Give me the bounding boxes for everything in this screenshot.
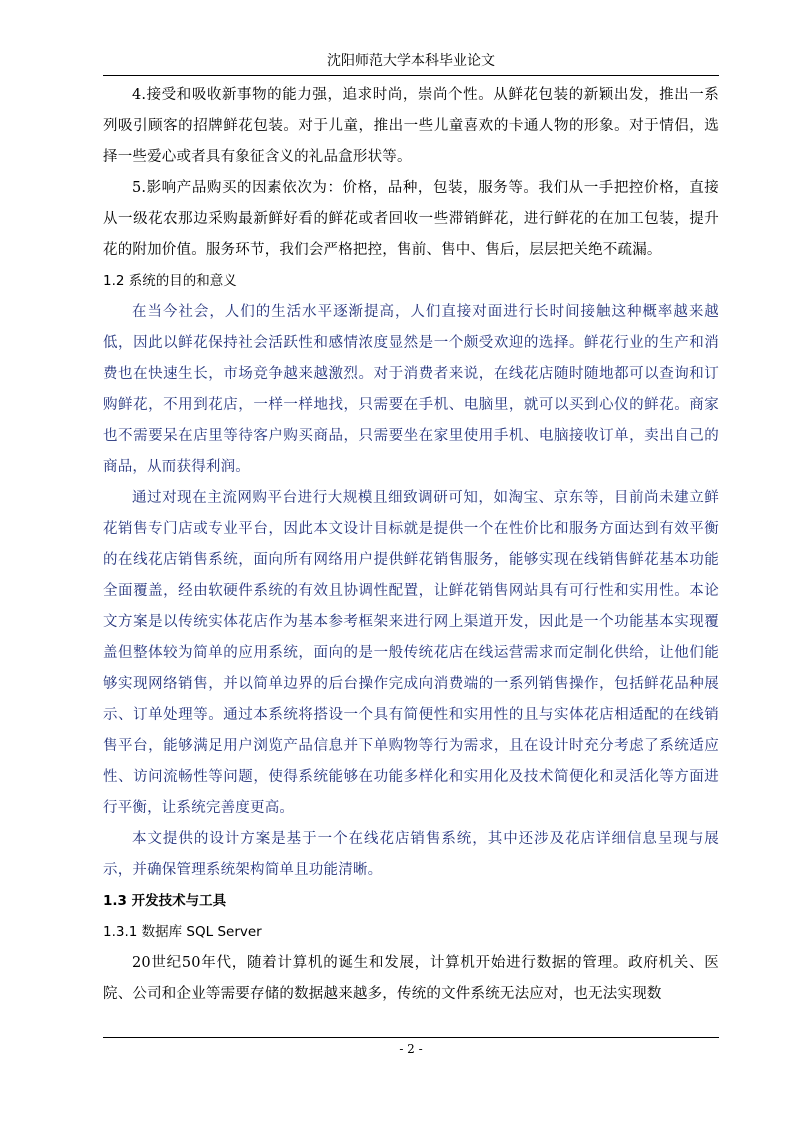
header-rule	[103, 75, 719, 76]
paragraph-database-history: 20世纪50年代，随着计算机的诞生和发展，计算机开始进行数据的管理。政府机关、医院、公司和企业等需要存储的数据越来越多，传统的文件系统无法应对，也无法实现数	[103, 955, 719, 1002]
paragraph-design-scheme: 本文提供的设计方案是基于一个在线花店销售系统，其中还涉及花店详细信息呈现与展示，并确保管理系统架构简单且功能清晰。	[103, 831, 719, 878]
paragraph-consumer-trait-5: 5.影响产品购买的因素依次为：价格，品种，包装，服务等。我们从一手把控价格，直接从一级花农那边采购最新鲜好看的鲜花或者回收一些滞销鲜花，进行鲜花的在加工包装，提升花的附加价值。服务环节，我们会严格把控，售前、售中、售后，层层把关绝不疏漏。	[103, 180, 719, 258]
paragraph-purpose: 在当今社会，人们的生活水平逐渐提高，人们直接对面进行长时间接触这种概率越来越低，因此以鲜花保持社会活跃性和感情浓度显然是一个颇受欢迎的选择。鲜花行业的生产和消费也在快速生长，市场竞争越来越激烈。对于消费者来说，在线花店随时随地都可以查询和订购鲜花，不用到花店，一样一样地找，只需要在手机、电脑里，就可以买到心仪的鲜花。商家也不需要呆在店里等待客户购买商品，只需要坐在家里使用手机、电脑接收订单，卖出自己的商品，从而获得利润。	[103, 304, 719, 475]
section-heading-1-3: 1.3 开发技术与工具	[103, 893, 227, 909]
section-heading-1-2: 1.2 系统的目的和意义	[103, 273, 237, 289]
paragraph-design-goal: 通过对现在主流网购平台进行大规模且细致调研可知，如淘宝、京东等，目前尚未建立鲜花销售专门店或专业平台，因此本文设计目标就是提供一个在性价比和服务方面达到有效平衡的在线花店销售系统，面向所有网络用户提供鲜花销售服务，能够实现在线销售鲜花基本功能全面覆盖，经由软硬件系统的有效且协调性配置，让鲜花销售网站具有可行性和实用性。本论文方案是以传统实体花店作为基本参考框架来进行网上渠道开发，因此是一个功能基本实现覆盖但整体较为简单的应用系统，面向的是一般传统花店在线运营需求而定制化供给，让他们能够实现网络销售，并以简单边界的后台操作完成向消费端的一系列销售操作，包括鲜花品种展示、订单处理等。通过本系统将搭设一个具有简便性和实用性的且与实体花店相适配的在线销售平台，能够满足用户浏览产品信息并下单购物等行为需求，且在设计时充分考虑了系统适应性、访问流畅性等问题，使得系统能够在功能多样化和实用化及技术简便化和灵活化等方面进行平衡，让系统完善度更高。	[103, 490, 719, 816]
footer-rule	[103, 1037, 719, 1038]
page-body	[103, 80, 719, 1010]
page-number: - 2 -	[399, 1042, 423, 1056]
subsection-heading-1-3-1: 1.3.1 数据库 SQL Server	[103, 924, 262, 940]
running-header: 沈阳师范大学本科毕业论文	[327, 53, 495, 69]
paragraph-consumer-trait-4: 4.接受和吸收新事物的能力强，追求时尚，崇尚个性。从鲜花包装的新颖出发，推出一系列吸引顾客的招牌鲜花包装。对于儿童，推出一些儿童喜欢的卡通人物的形象。对于情侣，选择一些爱心或者具有象征含义的礼品盒形状等。	[103, 87, 719, 165]
